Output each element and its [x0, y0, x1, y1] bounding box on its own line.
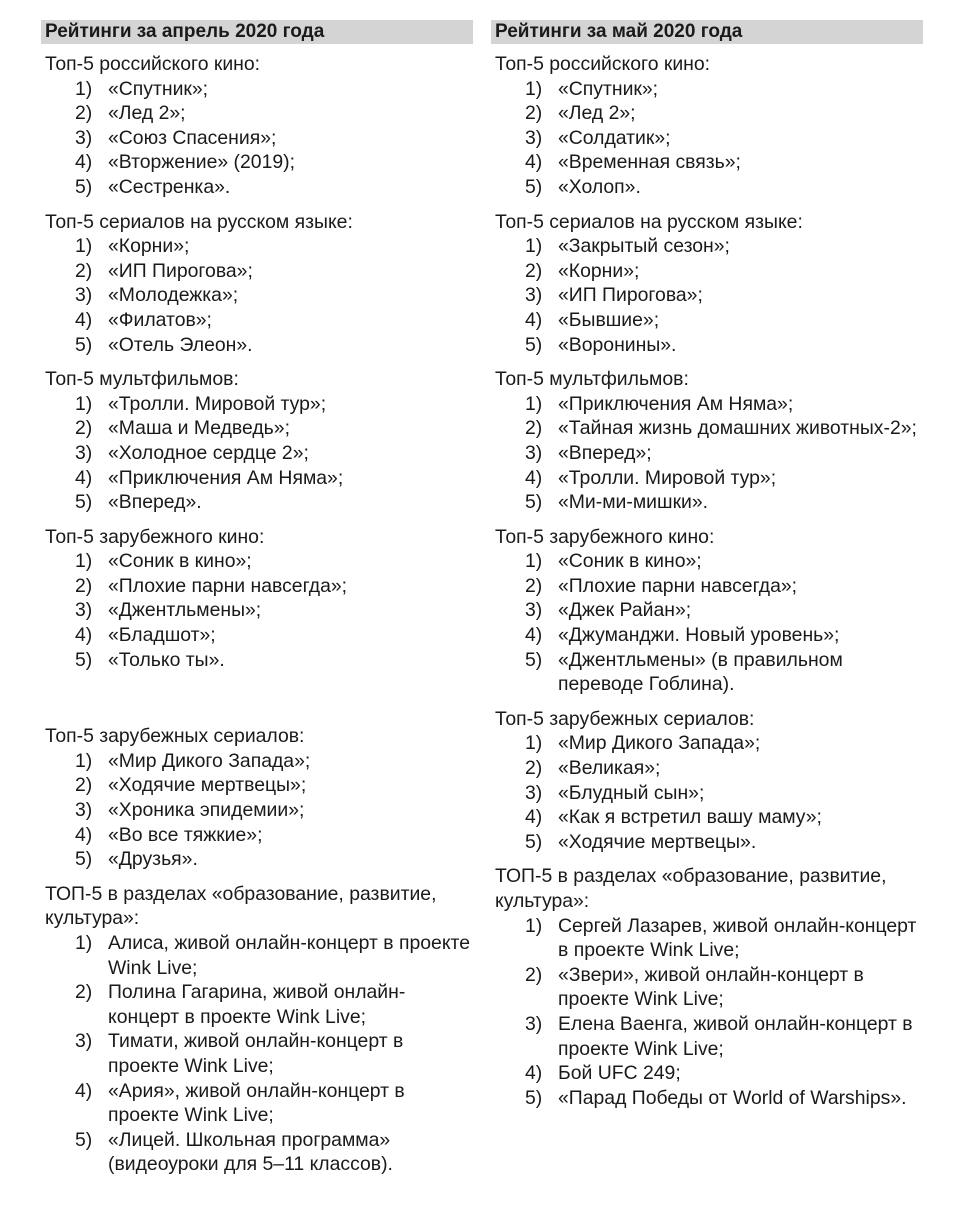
- list-item: 1) «Тролли. Мировой тур»;: [75, 392, 327, 415]
- section-title: Топ-5 зарубежного кино:: [45, 525, 265, 548]
- ranking-list: [41, 392, 473, 515]
- section-title: Топ-5 сериалов на русском языке:: [495, 210, 803, 233]
- section-title: Топ-5 мультфильмов:: [495, 368, 689, 391]
- may-column: [491, 20, 923, 1120]
- section-title: Топ-5 российского кино:: [495, 53, 711, 75]
- list-item: 5) «Вперед».: [75, 491, 202, 514]
- list-item: 3) «Молодежка»;: [75, 284, 239, 307]
- list-item: 1) «Спутник»;: [525, 77, 659, 100]
- ranking-list: [491, 77, 923, 200]
- list-item: 4) «Джуманджи. Новый уровень»;: [525, 624, 840, 647]
- list-item: 2) «Плохие парни навсегда»;: [75, 574, 348, 597]
- ranking-list: [41, 77, 473, 200]
- list-item: 1) «Мир Дикого Запада»;: [75, 749, 311, 772]
- list-item: 5) «Ходячие мертвецы».: [525, 830, 757, 853]
- list-item: 3) «Джек Райан»;: [525, 599, 692, 622]
- list-item: 4) «Временная связь»;: [525, 151, 741, 174]
- section-title: ТОП-5 в разделах «образование, развитие, культура»:: [495, 865, 887, 912]
- list-item: 5) «Холоп».: [525, 175, 641, 198]
- list-item: 1) «Соник в кино»;: [525, 550, 702, 573]
- april-header: Рейтинги за апрель 2020 года: [41, 20, 473, 44]
- may-education: [491, 864, 923, 1110]
- list-item: 5) «Лицей. Школьная программа» (видеоуроки для 5–11 классов).: [75, 1128, 393, 1176]
- list-item: 4) «Вторжение» (2019);: [75, 151, 295, 174]
- list-item: 2) «Звери», живой онлайн-концерт в проекте Wink Live;: [525, 963, 864, 1011]
- list-item: 3) Тимати, живой онлайн-концерт в проекте Wink Live;: [75, 1030, 404, 1077]
- may-header: Рейтинги за май 2020 года: [491, 20, 923, 44]
- ranking-list: [41, 234, 473, 357]
- list-item: 2) «Лед 2»;: [75, 102, 186, 125]
- list-item: 1) «Корни»;: [75, 235, 190, 258]
- list-item: 5) «Парад Победы от World of Warships».: [525, 1086, 907, 1109]
- list-item: 5) «Сестренка».: [75, 175, 231, 198]
- list-item: 2) «Плохие парни навсегда»;: [525, 574, 798, 597]
- list-item: 2) «Великая»;: [525, 757, 661, 780]
- list-item: 3) «Вперед»;: [525, 441, 652, 464]
- list-item: 4) Бой UFC 249;: [525, 1062, 681, 1085]
- april-russian-series: [41, 210, 473, 358]
- section-title: ТОП-5 в разделах «образование, развитие, культура»:: [45, 882, 437, 930]
- may-russian-movies: [491, 52, 923, 200]
- ranking-list: [491, 234, 923, 357]
- list-item: 2) Полина Гагарина, живой онлайн-концерт в проекте Wink Live;: [75, 981, 406, 1028]
- list-item: 3) Елена Ваенга, живой онлайн-концерт в проекте Wink Live;: [525, 1012, 913, 1060]
- list-item: 3) «Солдатик»;: [525, 126, 671, 149]
- list-item: 2) «Корни»;: [525, 259, 640, 282]
- list-item: 2) «Тайная жизнь домашних животных-2»;: [525, 417, 917, 440]
- list-item: 2) «Маша и Медведь»;: [75, 417, 290, 440]
- list-item: 3) «Союз Спасения»;: [75, 126, 277, 149]
- list-item: 3) «Блудный сын»;: [525, 781, 705, 804]
- list-item: 5) «Только ты».: [75, 648, 225, 671]
- spacer: [41, 682, 473, 724]
- section-title: Топ-5 сериалов на русском языке:: [45, 210, 353, 233]
- list-item: 4) «Бывшие»;: [525, 308, 660, 331]
- list-item: 4) «Как я встретил вашу маму»;: [525, 806, 822, 829]
- ranking-list: [491, 914, 923, 1111]
- list-item: 5) «Ми-ми-мишки».: [525, 491, 709, 514]
- april-cartoons: [41, 367, 473, 515]
- april-column: [41, 20, 473, 1187]
- may-foreign-movies: [491, 525, 923, 697]
- may-russian-series: [491, 210, 923, 358]
- list-item: 4) «Ария», живой онлайн-концерт в проекте Wink Live;: [75, 1079, 405, 1127]
- ranking-list: [41, 749, 473, 872]
- list-item: 4) «Филатов»;: [75, 308, 212, 331]
- list-item: 5) «Джентльмены» (в правильном переводе Гоблина).: [525, 648, 843, 696]
- list-item: 5) «Воронины».: [525, 333, 677, 356]
- list-item: 1) Сергей Лазарев, живой онлайн-концерт в проекте Wink Live;: [525, 914, 917, 962]
- list-item: 1) «Спутник»;: [75, 77, 209, 100]
- may-foreign-series: [491, 707, 923, 855]
- list-item: 1) «Приключения Ам Няма»;: [525, 392, 794, 415]
- april-foreign-series: [41, 724, 473, 872]
- section-title: Топ-5 зарубежных сериалов:: [495, 707, 755, 730]
- ranking-list: [41, 549, 473, 672]
- list-item: 3) «Джентльмены»;: [75, 599, 262, 622]
- april-russian-movies: [41, 52, 473, 200]
- list-item: 4) «Бладшот»;: [75, 624, 216, 647]
- list-item: 3) «ИП Пирогова»;: [525, 284, 703, 307]
- list-item: 5) «Друзья».: [75, 848, 198, 871]
- list-item: 2) «Лед 2»;: [525, 102, 636, 125]
- ranking-list: [491, 731, 923, 854]
- list-item: 2) «ИП Пирогова»;: [75, 259, 253, 282]
- april-foreign-movies: [41, 525, 473, 673]
- list-item: 1) «Мир Дикого Запада»;: [525, 732, 761, 755]
- section-title: Топ-5 зарубежных сериалов:: [45, 725, 305, 748]
- section-title: Топ-5 зарубежного кино:: [495, 525, 715, 548]
- list-item: 1) «Закрытый сезон»;: [525, 235, 730, 258]
- list-item: 4) «Во все тяжкие»;: [75, 823, 263, 846]
- ranking-list: [491, 549, 923, 697]
- list-item: 1) «Соник в кино»;: [75, 550, 252, 573]
- list-item: 5) «Отель Элеон».: [75, 333, 253, 356]
- list-item: 2) «Ходячие мертвецы»;: [75, 774, 307, 797]
- ranking-list: [491, 392, 923, 515]
- section-title: Топ-5 российского кино:: [45, 53, 261, 75]
- list-item: 1) Алиса, живой онлайн-концерт в проекте Wink Live;: [75, 932, 470, 979]
- section-title: Топ-5 мультфильмов:: [45, 368, 239, 391]
- may-cartoons: [491, 367, 923, 515]
- list-item: 4) «Тролли. Мировой тур»;: [525, 466, 777, 489]
- ranking-list: [41, 931, 473, 1177]
- list-item: 3) «Хроника эпидемии»;: [75, 799, 305, 822]
- list-item: 4) «Приключения Ам Няма»;: [75, 466, 344, 489]
- april-education: [41, 882, 473, 1177]
- list-item: 3) «Холодное сердце 2»;: [75, 441, 309, 464]
